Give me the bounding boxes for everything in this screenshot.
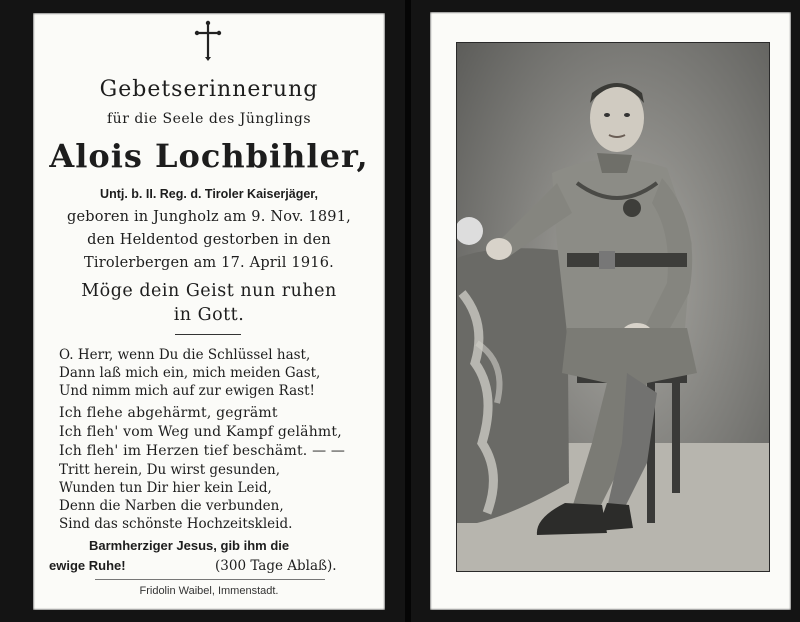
soldier-portrait-photo xyxy=(456,42,770,572)
card-fold xyxy=(405,0,411,622)
poem-line: Ich fleh' vom Weg und Kampf gelähmt, xyxy=(59,424,342,440)
military-unit: Untj. b. II. Reg. d. Tiroler Kaiserjäger, xyxy=(100,187,318,201)
prayer-card-text-side xyxy=(33,13,385,610)
wish-line: in Gott. xyxy=(173,305,245,325)
prayer-line: Barmherziger Jesus, gib ihm die xyxy=(89,538,290,553)
divider xyxy=(175,334,241,335)
poem-line: O. Herr, wenn Du die Schlüssel hast, xyxy=(59,347,311,363)
deceased-name: Alois Lochbihler, xyxy=(49,137,369,175)
life-line: geboren in Jungholz am 9. Nov. 1891, xyxy=(67,209,351,225)
poem-line: Ich fleh' im Herzen tief beschämt. — — xyxy=(59,443,346,459)
cross-icon xyxy=(194,19,222,61)
poem-line: Ich flehe abgehärmt, gegrämt xyxy=(59,405,278,421)
printer-credit: Fridolin Waibel, Immenstadt. xyxy=(139,585,279,597)
wish-line: Möge dein Geist nun ruhen xyxy=(81,281,337,301)
life-line: Tirolerbergen am 17. April 1916. xyxy=(84,255,334,271)
card-title: Gebetserinnerung xyxy=(99,77,319,102)
life-line: den Heldentod gestorben in den xyxy=(87,232,331,248)
prayer-line xyxy=(49,558,365,573)
indulgence-note: (300 Tage Ablaß). xyxy=(215,558,337,574)
poem-line: Denn die Narben die verbunden, xyxy=(59,498,284,514)
poem-line: Dann laß mich ein, mich meiden Gast, xyxy=(59,365,321,381)
divider xyxy=(95,579,325,580)
poem-line: Tritt herein, Du wirst gesunden, xyxy=(59,462,280,478)
portrait-illustration xyxy=(457,43,769,571)
card-subtitle: für die Seele des Jünglings xyxy=(107,111,311,127)
poem-line: Und nimm mich auf zur ewigen Rast! xyxy=(59,383,315,399)
poem-line: Sind das schönste Hochzeitskleid. xyxy=(59,516,293,532)
prayer-card-photo-side xyxy=(430,12,791,610)
poem-line: Wunden tun Dir hier kein Leid, xyxy=(59,480,272,496)
prayer-line-text: ewige Ruhe! xyxy=(49,558,126,573)
